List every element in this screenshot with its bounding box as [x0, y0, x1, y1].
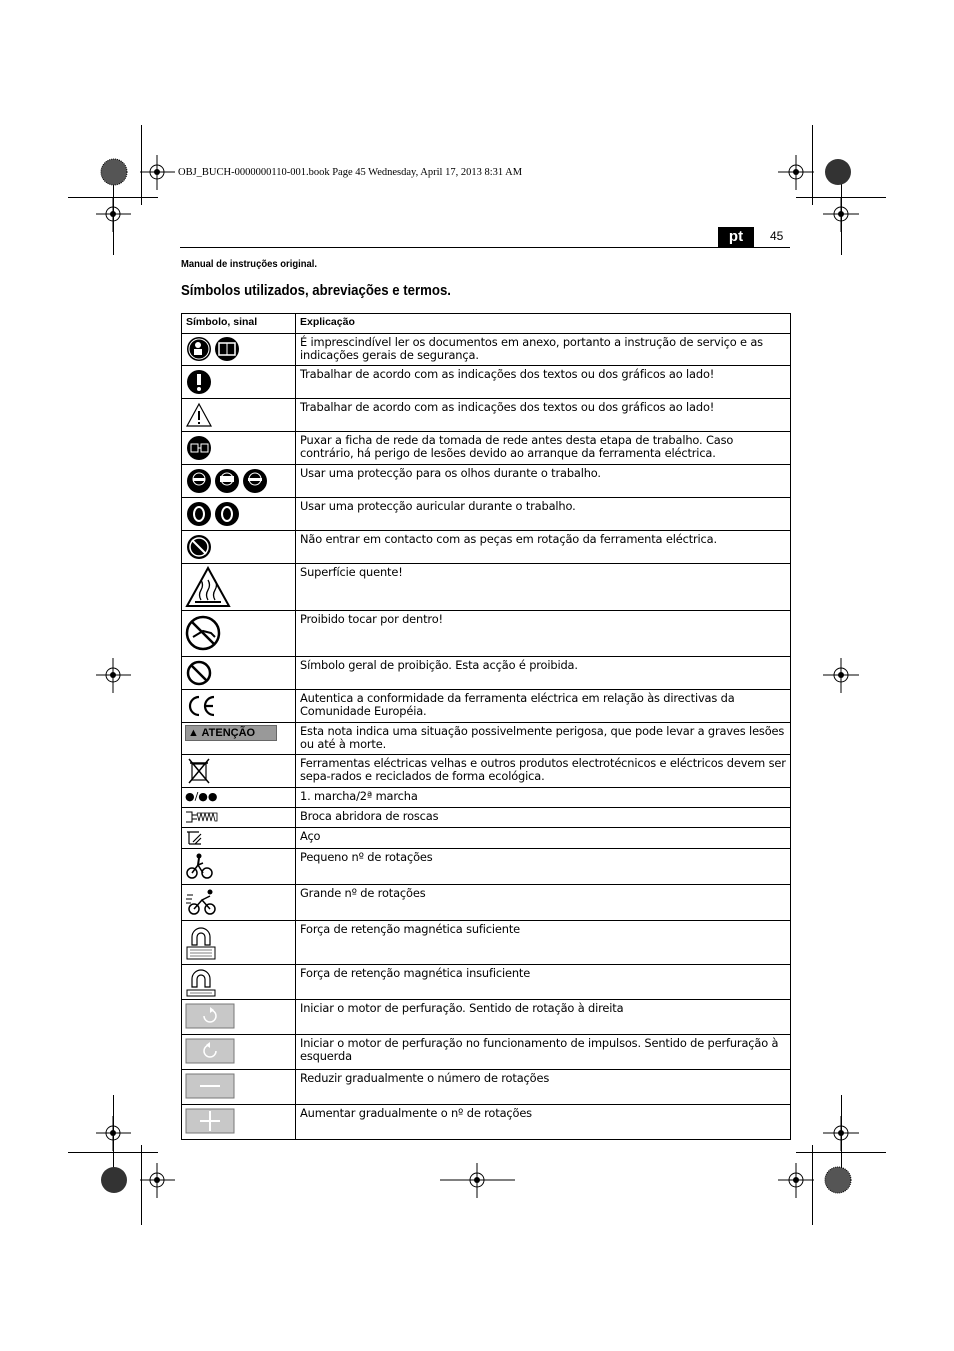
symbol-cell — [182, 465, 296, 498]
table-row — [182, 1070, 791, 1105]
symbol-cell — [182, 334, 296, 366]
explanation-cell: Força de retenção magnética suficiente — [296, 921, 791, 965]
table-row — [182, 564, 791, 611]
column-header-explanation: Explicação — [296, 314, 791, 334]
symbol-cell — [182, 1000, 296, 1035]
symbol-cell — [182, 965, 296, 1000]
table-row — [182, 885, 791, 921]
explanation-cell: Usar uma protecção para os olhos durante o trabalho. — [296, 465, 791, 498]
column-header-symbol: Símbolo, sinal — [182, 314, 296, 334]
explanation-cell: Iniciar o motor de perfuração. Sentido de rotação à direita — [296, 1000, 791, 1035]
header-rule — [180, 247, 790, 248]
symbol-cell — [182, 1070, 296, 1105]
symbol-cell — [182, 808, 296, 828]
prohibition-icon — [185, 659, 215, 687]
tap-drill-icon — [185, 810, 219, 824]
symbol-cell — [182, 885, 296, 921]
explanation-cell: Iniciar o motor de perfuração no funcionamento de impulsos. Sentido de perfuração à esquerda — [296, 1035, 791, 1070]
explanation-cell: Broca abridora de roscas — [296, 808, 791, 828]
explanation-cell: Reduzir gradualmente o número de rotações — [296, 1070, 791, 1105]
explanation-cell: Superfície quente! — [296, 564, 791, 611]
table-row — [182, 465, 791, 498]
rotate-right-button-icon — [185, 1002, 237, 1030]
explanation-cell: Pequeno nº de rotações — [296, 849, 791, 885]
symbol-cell — [182, 399, 296, 432]
document-subtitle: Manual de instruções original. — [181, 258, 318, 270]
read-manual-icon — [185, 336, 245, 362]
rotate-left-button-icon — [185, 1037, 237, 1065]
ce-mark-icon — [185, 692, 219, 720]
table-row — [182, 1105, 791, 1140]
book-info-line: OBJ_BUCH-0000000110-001.book Page 45 Wednesday, April 17, 2013 8:31 AM — [178, 167, 523, 178]
explanation-cell: Força de retenção magnética insuficiente — [296, 965, 791, 1000]
symbols-table — [181, 313, 791, 1140]
explanation-cell: Usar uma protecção auricular durante o trabalho. — [296, 498, 791, 531]
table-row — [182, 657, 791, 690]
explanation-cell: 1. marcha/2ª marcha — [296, 788, 791, 808]
symbol-cell — [182, 723, 296, 755]
table-row — [182, 921, 791, 965]
symbol-cell — [182, 849, 296, 885]
attention-badge-label: ATENÇÃO — [201, 727, 256, 739]
explanation-cell: Grande nº de rotações — [296, 885, 791, 921]
table-row — [182, 334, 791, 366]
table-row — [182, 366, 791, 399]
no-touch-rotating-icon — [185, 533, 215, 561]
explanation-cell: Símbolo geral de proibição. Esta acção é proibida. — [296, 657, 791, 690]
slow-bicycle-icon — [185, 851, 215, 881]
table-row — [182, 828, 791, 849]
symbol-cell — [182, 828, 296, 849]
warning-triangle-icon — [185, 401, 215, 429]
weee-bin-icon — [185, 757, 215, 785]
symbol-cell — [182, 690, 296, 723]
page-number: 45 — [770, 229, 784, 243]
symbol-cell — [182, 657, 296, 690]
explanation-cell: Proibido tocar por dentro! — [296, 611, 791, 657]
explanation-cell: Esta nota indica uma situação possivelmente perigosa, que pode levar a graves lesões ou até à morte. — [296, 723, 791, 755]
table-row — [182, 1000, 791, 1035]
explanation-cell: Aço — [296, 828, 791, 849]
symbol-cell — [182, 1105, 296, 1140]
symbol-cell — [182, 788, 296, 808]
table-row — [182, 531, 791, 564]
table-row — [182, 1035, 791, 1070]
color-wheel-icon — [101, 1167, 127, 1193]
ear-protection-icon — [185, 500, 245, 528]
symbol-cell — [182, 498, 296, 531]
eye-protection-icon — [185, 467, 269, 495]
fast-bicycle-icon — [185, 887, 219, 917]
magnet-sufficient-icon — [185, 923, 219, 961]
no-reach-inside-icon — [185, 613, 225, 653]
table-row — [182, 690, 791, 723]
table-row — [182, 965, 791, 1000]
table-row — [182, 611, 791, 657]
unplug-icon — [185, 434, 215, 462]
symbol-cell — [182, 531, 296, 564]
explanation-cell: Trabalhar de acordo com as indicações dos textos ou dos gráficos ao lado! — [296, 366, 791, 399]
explanation-cell: Ferramentas eléctricas velhas e outros produtos electrotécnicos e eléctricos devem ser sepa-rados e reciclados de forma ecológica. — [296, 755, 791, 788]
language-badge: pt — [718, 227, 754, 247]
exclamation-icon — [185, 368, 215, 396]
table-row — [182, 808, 791, 828]
steel-icon — [185, 830, 205, 846]
explanation-cell: Puxar a ficha de rede da tomada de rede antes desta etapa de trabalho. Caso contrário, há perigo de lesões devido ao arranque da ferramenta eléctrica. — [296, 432, 791, 465]
table-row — [182, 755, 791, 788]
symbol-cell — [182, 921, 296, 965]
section-title: Símbolos utilizados, abreviações e termos. — [181, 282, 451, 299]
table-row — [182, 399, 791, 432]
symbol-cell — [182, 366, 296, 399]
color-wheel-icon — [825, 159, 851, 185]
table-row — [182, 723, 791, 755]
symbol-cell — [182, 755, 296, 788]
table-row — [182, 788, 791, 808]
symbol-cell — [182, 432, 296, 465]
attention-badge — [185, 725, 277, 741]
color-wheel-icon — [825, 1167, 851, 1193]
minus-button-icon — [185, 1072, 237, 1100]
symbol-cell — [182, 611, 296, 657]
table-row — [182, 849, 791, 885]
gear-dots-icon: ●/●● — [185, 790, 218, 803]
table-header-row — [182, 314, 791, 334]
symbol-cell — [182, 1035, 296, 1070]
magnet-insufficient-icon — [185, 967, 219, 997]
explanation-cell: Aumentar gradualmente o nº de rotações — [296, 1105, 791, 1140]
explanation-cell: Não entrar em contacto com as peças em rotação da ferramenta eléctrica. — [296, 531, 791, 564]
explanation-cell: Autentica a conformidade da ferramenta eléctrica em relação às directivas da Comunidade Européia. — [296, 690, 791, 723]
color-wheel-icon — [101, 159, 127, 185]
plus-button-icon — [185, 1107, 237, 1135]
hot-surface-icon — [185, 566, 233, 608]
explanation-cell: É imprescindível ler os documentos em anexo, portanto a instrução de serviço e as indicações gerais de segurança. — [296, 334, 791, 366]
table-row — [182, 432, 791, 465]
symbol-cell — [182, 564, 296, 611]
table-row — [182, 498, 791, 531]
warning-triangle-icon: ▲ — [188, 727, 199, 739]
explanation-cell: Trabalhar de acordo com as indicações dos textos ou dos gráficos ao lado! — [296, 399, 791, 432]
